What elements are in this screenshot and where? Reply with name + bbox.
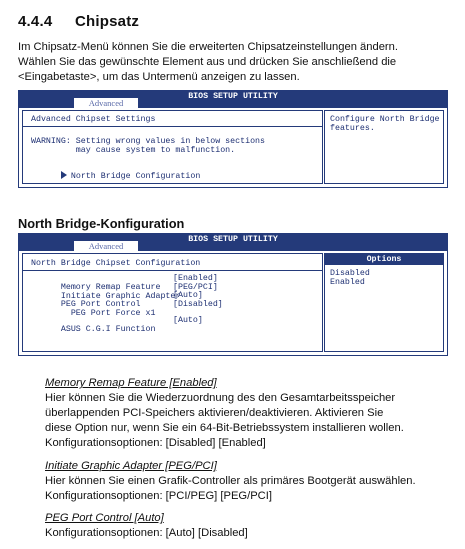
item-line: Konfigurationsoptionen: [Auto] [Disabled] [45,527,248,539]
item-line: Konfigurationsoptionen: [Disabled] [Enabled] [45,437,266,449]
bios-screen-chipset [18,90,448,188]
help-text: Configure North Bridge [330,115,440,124]
intro-line: Wählen Sie das gewünschte Element aus und drücken Sie anschließend die [18,56,397,68]
item-title: Initiate Graphic Adapter [PEG/PCI] [45,460,217,472]
setting-row-cgi-function[interactable] [31,316,155,343]
bios-title: BIOS SETUP UTILITY [188,235,278,244]
item-line: Hier können Sie die Wiederzuordnung des den Gesamtarbeitsspeicher [45,392,396,404]
setting-label: PEG Port Control [60,300,141,309]
item-line: Hier können Sie einen Grafik-Controller als primäres Bootgerät auswählen. [45,475,416,487]
setting-value-cgi-function[interactable]: [Auto] [173,316,203,325]
bios-main-panel [22,110,323,184]
bios-help-panel [324,110,444,184]
item-line: diese Option nur, wenn Sie ein 64-Bit-Betriebssystem installieren wollen. [45,422,404,434]
submenu-arrow-icon [61,171,67,179]
warning-text: may cause system to malfunction. [31,146,236,155]
item-memory-remap [45,376,455,451]
section-title: Chipsatz [75,13,140,30]
item-line: überlappenden PCI-Speichers aktivieren/deaktivieren. Aktivieren Sie [45,407,384,419]
setting-label: ASUS C.G.I Function [60,325,156,334]
setting-value-memory-remap[interactable]: [Enabled] [173,274,218,283]
item-title: PEG Port Control [Auto] [45,512,164,524]
setting-label: PEG Port Force x1 [60,308,156,318]
bios-screen-north-bridge [18,233,448,356]
item-peg-port-control [45,511,455,541]
tab-advanced[interactable]: Advanced [74,98,138,108]
option-enabled[interactable]: Enabled [330,278,365,287]
help-text: features. [330,124,375,133]
submenu-label: North Bridge Configuration [70,172,201,181]
item-graphic-adapter [45,459,455,504]
intro-line: Im Chipsatz-Menü können Sie die erweiterten Chipsatzeinstellungen ändern. [18,41,398,53]
tab-advanced[interactable]: Advanced [74,241,138,251]
bios-main-panel [22,253,323,352]
item-line: Konfigurationsoptionen: [PCI/PEG] [PEG/PCI] [45,490,272,502]
intro-line: <Eingabetaste>, um das Untermenü anzeigen zu lassen. [18,71,300,83]
bios-options-panel [324,253,444,352]
setting-value-peg-force-x1[interactable]: [Disabled] [173,299,223,309]
setting-label: Initiate Graphic Adapter [60,291,181,301]
divider [23,270,322,271]
panel-heading: North Bridge Chipset Configuration [31,259,201,268]
bios-title: BIOS SETUP UTILITY [188,92,278,101]
divider [23,126,322,127]
submenu-north-bridge[interactable] [31,162,200,190]
intro-paragraph [18,40,458,85]
setting-value-peg-port-control[interactable]: [Auto] [173,291,203,300]
subsection-title: North Bridge-Konfiguration [18,216,185,231]
panel-heading: Advanced Chipset Settings [31,115,156,124]
bios-title-bar [19,91,447,108]
warning-text: WARNING: Setting wrong values in below sections [31,137,266,146]
setting-value-graphic-adapter[interactable]: [PEG/PCI] [173,282,218,292]
bios-title-bar [19,234,447,251]
setting-label: Memory Remap Feature [60,283,161,292]
options-title: Options [325,254,443,265]
option-disabled[interactable]: Disabled [330,269,370,278]
section-number: 4.4.4 [18,13,53,30]
section-heading [18,13,139,30]
item-title: Memory Remap Feature [Enabled] [45,377,217,389]
